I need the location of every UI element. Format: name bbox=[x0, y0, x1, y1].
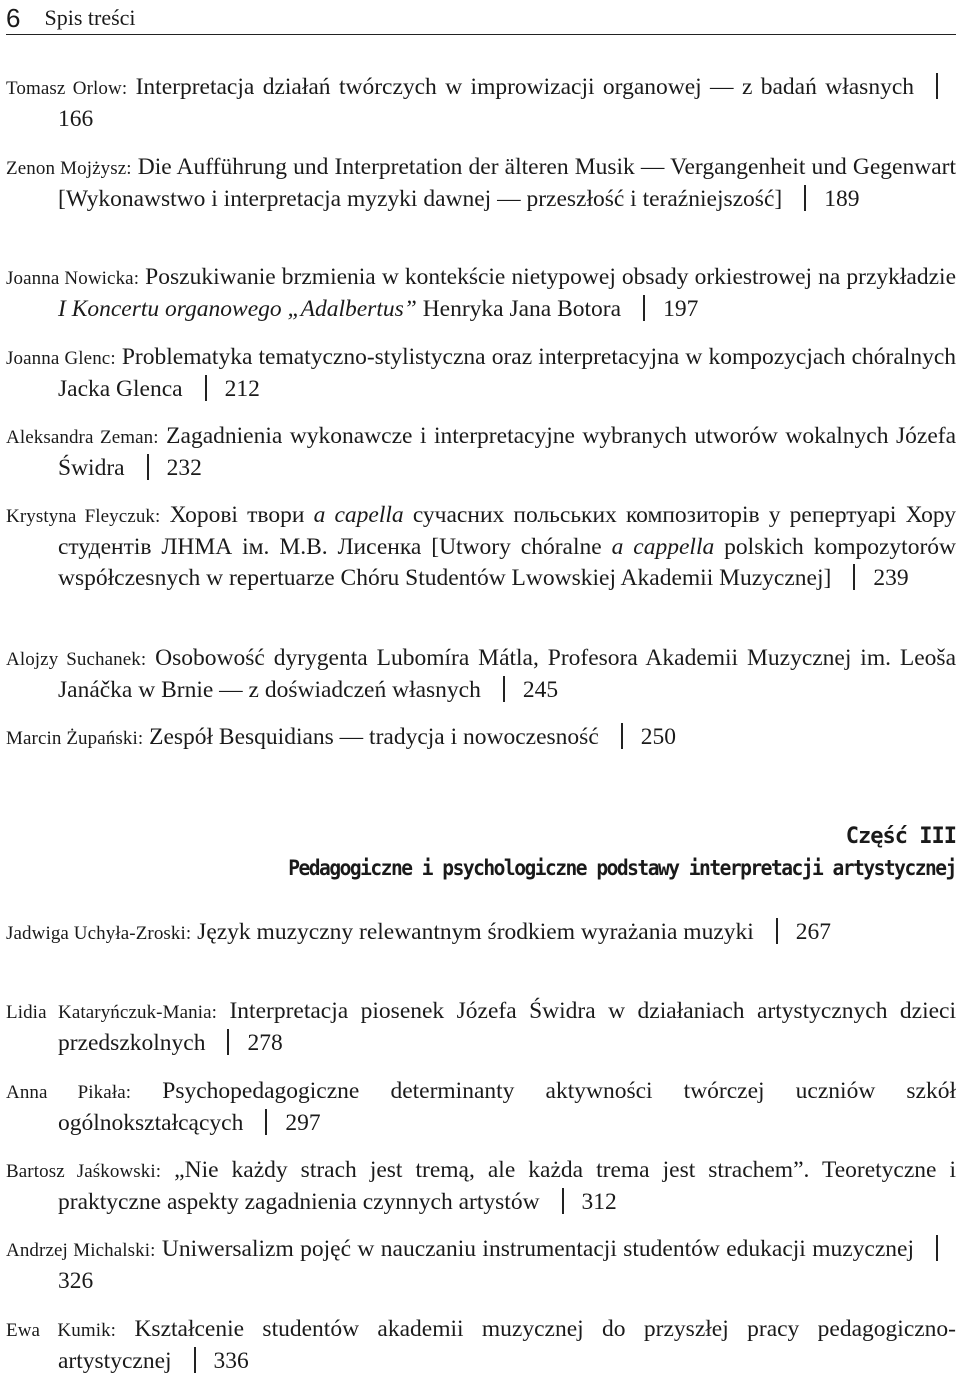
toc-entry bbox=[6, 72, 956, 135]
page-separator bbox=[562, 1188, 564, 1214]
entry-page: 166 bbox=[58, 106, 94, 132]
entry-author: Joanna Nowicka: bbox=[6, 268, 140, 289]
page-separator bbox=[147, 454, 149, 480]
entry-author: Marcin Żupański: bbox=[6, 728, 144, 749]
page-separator bbox=[643, 295, 645, 321]
page-separator bbox=[205, 375, 207, 401]
entry-page: 326 bbox=[58, 1268, 94, 1294]
entry-title: Uniwersalizm pojęć w nauczaniu instrumentacji studentów edukacji muzycznej bbox=[161, 1236, 914, 1262]
entry-page: 250 bbox=[640, 724, 676, 750]
page-separator bbox=[853, 564, 855, 590]
entry-title-italic: a capella bbox=[313, 502, 404, 528]
toc-entry bbox=[6, 1155, 956, 1218]
entry-page: 278 bbox=[247, 1030, 283, 1056]
entry-page: 189 bbox=[824, 186, 860, 212]
entry-title: Interpretacja działań twórczych w improwizacji organowej — z badań własnych bbox=[135, 74, 915, 100]
entry-author: Bartosz Jaśkowski: bbox=[6, 1161, 162, 1182]
page-separator bbox=[265, 1109, 267, 1135]
entry-author: Andrzej Michalski: bbox=[6, 1240, 156, 1261]
entry-author: Ewa Kumik: bbox=[6, 1320, 117, 1341]
page-separator bbox=[503, 676, 505, 702]
toc-entry bbox=[6, 1076, 956, 1139]
entry-page: 212 bbox=[224, 376, 260, 402]
entry-title: Zespół Besquidians — tradycja i nowoczesność bbox=[149, 724, 599, 750]
toc-entry bbox=[6, 152, 956, 215]
entry-title: Zagadnienia wykonawcze i interpretacyjne wybranych utworów wokalnych Józefa Świdra bbox=[58, 423, 957, 481]
toc-entry bbox=[6, 996, 956, 1059]
entry-page: 267 bbox=[795, 919, 832, 945]
entry-page: 336 bbox=[213, 1348, 249, 1374]
entry-author: Lidia Kataryńczuk-Mania: bbox=[6, 1002, 218, 1023]
entry-page: 232 bbox=[166, 455, 202, 481]
entry-author: Zenon Mojżysz: bbox=[6, 158, 132, 179]
toc-entry bbox=[6, 421, 956, 484]
toc-entry bbox=[6, 722, 956, 754]
page-separator bbox=[804, 185, 806, 211]
entry-title-italic: a cappella bbox=[611, 534, 715, 560]
entry-title-italic: I Koncertu organowego „Adalbertus” bbox=[58, 296, 417, 322]
part-number: Część III bbox=[845, 824, 956, 849]
entry-author: Joanna Glenc: bbox=[6, 348, 116, 369]
toc-entry bbox=[6, 342, 956, 405]
entry-title: Język muzyczny relewantnym środkiem wyrażania muzyki bbox=[197, 919, 754, 945]
page-separator bbox=[936, 1235, 938, 1261]
page-separator bbox=[227, 1029, 229, 1055]
entry-page: 297 bbox=[285, 1110, 321, 1136]
toc-entry bbox=[6, 262, 956, 325]
toc-entry bbox=[6, 500, 956, 594]
section-title: Spis treści bbox=[44, 5, 136, 30]
entry-title: Interpretacja piosenek Józefa Świdra w działaniach artystycznych dzieci przedszkolnych bbox=[58, 998, 957, 1056]
entry-title: Osobowość dyrygenta Lubomíra Mátla, Profesora Akademii Muzycznej im. Leoša Janáčka w Brnie — z doświadczeń własnych bbox=[58, 645, 956, 703]
entry-title: Psychopedagogiczne determinanty aktywności twórczej uczniów szkół ogólnokształcących bbox=[58, 1078, 957, 1136]
entry-title: „Nie każdy strach jest tremą, ale każda trema jest strachem”. Teoretyczne i praktyczne aspekty zagadnienia czynnych artystów bbox=[58, 1157, 957, 1215]
entry-author: Tomasz Orlow: bbox=[6, 78, 128, 99]
toc-entry bbox=[6, 1314, 956, 1377]
running-head bbox=[6, 0, 956, 35]
entry-author: Jadwiga Uchyła-Zroski: bbox=[6, 923, 192, 944]
entry-author: Anna Pikała: bbox=[6, 1082, 132, 1103]
entry-page: 239 bbox=[873, 565, 909, 591]
entry-title: Poszukiwanie brzmienia w kontekście nietypowej obsady orkiestrowej na przykładzie bbox=[145, 264, 956, 290]
page-separator bbox=[936, 73, 938, 99]
entry-page: 312 bbox=[581, 1189, 617, 1215]
entry-title: Kształcenie studentów akademii muzycznej do przyszłej pracy pedagogiczno-artystycznej bbox=[58, 1316, 957, 1374]
toc-entry bbox=[6, 643, 956, 706]
entry-title: Problematyka tematyczno-stylistyczna oraz interpretacyjna w kompozycjach chóralnych Jacka Glenca bbox=[58, 344, 957, 402]
entry-page: 197 bbox=[663, 296, 699, 322]
entry-title: Die Aufführung und Interpretation der älteren Musik — Vergangenheit und Gegenwart [Wykonawstwo i interpretacja myzyki dawnej — przeszłość i teraźniejszość] bbox=[58, 154, 956, 212]
entry-author: Krystyna Fleyczuk: bbox=[6, 506, 161, 527]
toc-entry bbox=[6, 917, 956, 949]
entry-title-rest: polskich kompozytorów współczesnych w repertuarze Chóru Studentów Lwowskiej Akademii Muzycznej] bbox=[58, 534, 957, 591]
entry-title: Хорові твори bbox=[169, 502, 314, 528]
entry-title-rest: сучасних польських композиторів у репертуарі Хору студентів ЛНМА ім. М.В. Лисенка [Utwory chóralne bbox=[58, 502, 957, 560]
toc-entry bbox=[6, 1234, 956, 1297]
page-separator bbox=[621, 723, 623, 749]
part-title: Pedagogiczne i psychologiczne podstawy interpretacji artystycznej bbox=[288, 856, 956, 880]
entry-author: Alojzy Suchanek: bbox=[6, 649, 147, 670]
page-separator bbox=[776, 918, 778, 944]
entry-page: 245 bbox=[522, 677, 559, 703]
page-separator bbox=[194, 1347, 196, 1373]
page-number: 6 bbox=[6, 3, 21, 33]
entry-author: Aleksandra Zeman: bbox=[6, 427, 159, 448]
entry-title-rest: Henryka Jana Botora bbox=[416, 296, 622, 322]
